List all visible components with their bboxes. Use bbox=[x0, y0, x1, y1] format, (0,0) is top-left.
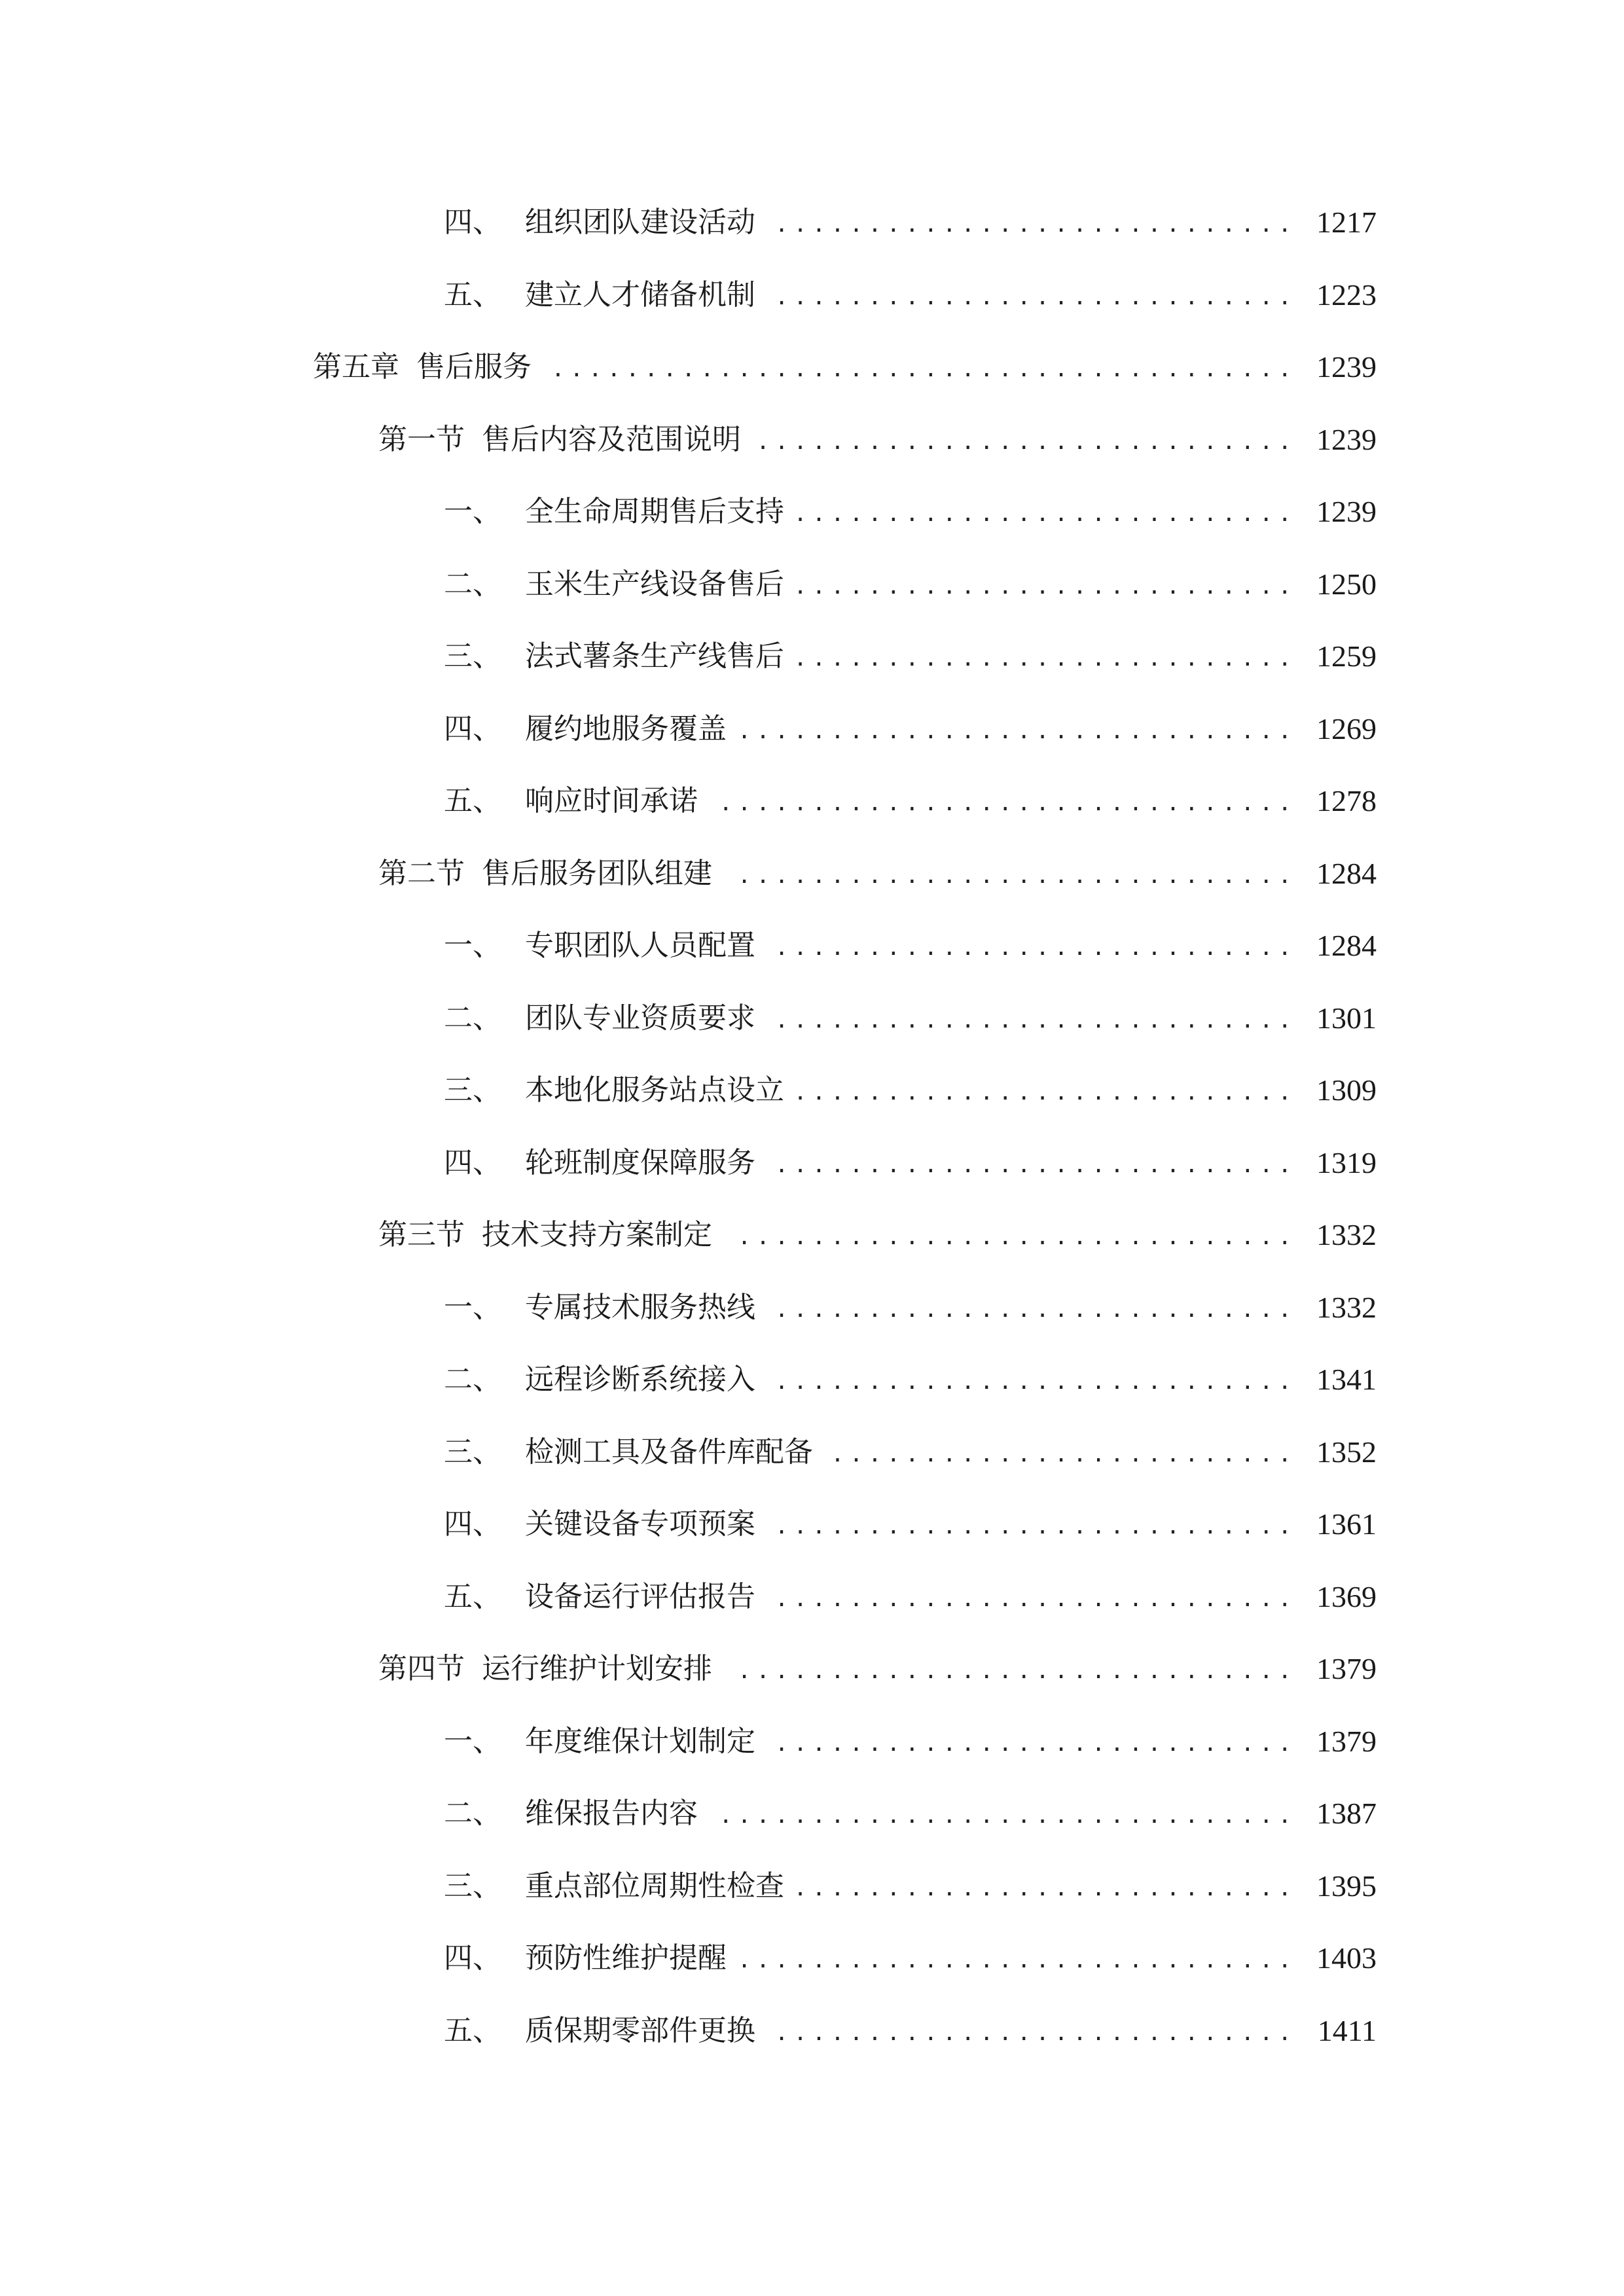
toc-entry[interactable] bbox=[0, 269, 1624, 321]
toc-entry-number: 五、 bbox=[444, 2013, 501, 2047]
toc-dot-leader: ............................ bbox=[774, 2019, 1297, 2046]
toc-entry-title-group bbox=[378, 1209, 712, 1261]
toc-entry-number: 二、 bbox=[444, 1797, 501, 1830]
toc-entry-page-number: 1332 bbox=[1316, 1218, 1377, 1251]
toc-entry[interactable] bbox=[0, 1498, 1624, 1551]
toc-entry[interactable] bbox=[0, 414, 1624, 466]
toc-entry-number: 三、 bbox=[444, 1435, 501, 1469]
toc-entry-title: 质保期零部件更换 bbox=[525, 2013, 755, 2047]
toc-entry[interactable] bbox=[0, 1426, 1624, 1479]
toc-dot-leader: ......................... bbox=[831, 1441, 1297, 1467]
toc-entry[interactable] bbox=[0, 558, 1624, 611]
toc-entry[interactable] bbox=[0, 1137, 1624, 1189]
toc-entry-page-number: 1411 bbox=[1317, 2013, 1377, 2047]
toc-entry-number: 二、 bbox=[444, 1001, 501, 1035]
toc-entry[interactable] bbox=[0, 1064, 1624, 1117]
toc-entry-number: 二、 bbox=[444, 567, 501, 601]
toc-entry[interactable] bbox=[0, 2005, 1624, 2057]
toc-entry-title-group bbox=[444, 2005, 755, 2057]
toc-entry-title-group bbox=[378, 414, 741, 466]
toc-dot-leader: ............................... bbox=[719, 1803, 1297, 1829]
toc-entry[interactable] bbox=[0, 1209, 1624, 1261]
toc-entry[interactable] bbox=[0, 1571, 1624, 1623]
toc-entry-title-group bbox=[444, 630, 784, 683]
toc-entry-title-group bbox=[378, 1643, 712, 1695]
toc-dot-leader: .............................. bbox=[737, 862, 1297, 889]
toc-dot-leader: ............................ bbox=[774, 1730, 1297, 1757]
toc-dot-leader: .............................. bbox=[737, 1947, 1297, 1973]
toc-entry[interactable] bbox=[0, 1643, 1624, 1695]
toc-entry-page-number: 1239 bbox=[1316, 495, 1377, 528]
toc-dot-leader: ............................ bbox=[774, 1151, 1297, 1178]
toc-entry-title-group bbox=[444, 196, 755, 249]
toc-entry-title: 售后内容及范围说明 bbox=[482, 422, 741, 456]
toc-entry-number: 五、 bbox=[444, 1579, 501, 1613]
toc-entry[interactable] bbox=[0, 703, 1624, 755]
toc-entry-title: 售后服务 bbox=[416, 350, 532, 384]
toc-entry-number: 第三节 bbox=[378, 1218, 465, 1251]
toc-entry-number: 一、 bbox=[444, 1290, 501, 1324]
toc-entry-number: 一、 bbox=[444, 1724, 501, 1758]
toc-entry-number: 四、 bbox=[444, 1941, 501, 1975]
toc-entry-page-number: 1284 bbox=[1316, 929, 1377, 962]
toc-entry-page-number: 1379 bbox=[1316, 1652, 1377, 1685]
toc-entry-title: 专职团队人员配置 bbox=[525, 929, 755, 962]
toc-entry-title-group bbox=[444, 1064, 784, 1117]
toc-dot-leader: .............................. bbox=[737, 1658, 1297, 1684]
toc-entry-page-number: 1361 bbox=[1316, 1507, 1377, 1541]
toc-entry[interactable] bbox=[0, 775, 1624, 827]
toc-entry-title-group bbox=[444, 1932, 727, 1984]
toc-dot-leader: ........................... bbox=[793, 1874, 1297, 1901]
toc-entry-title-group bbox=[444, 1354, 755, 1406]
toc-entry[interactable] bbox=[0, 1715, 1624, 1768]
toc-entry-title: 维保报告内容 bbox=[525, 1797, 698, 1830]
toc-entry-title-group bbox=[444, 486, 784, 538]
toc-dot-leader: .............................. bbox=[737, 1224, 1297, 1250]
toc-dot-leader: ............................ bbox=[774, 211, 1297, 238]
toc-dot-leader: ........................... bbox=[793, 645, 1297, 672]
toc-entry-title: 组织团队建设活动 bbox=[525, 206, 755, 239]
toc-dot-leader: ........................... bbox=[793, 501, 1297, 527]
toc-entry-number: 一、 bbox=[444, 929, 501, 962]
toc-entry-title: 售后服务团队组建 bbox=[482, 856, 712, 890]
toc-entry-number: 四、 bbox=[444, 1145, 501, 1179]
toc-entry-title-group bbox=[444, 1498, 755, 1551]
toc-entry[interactable] bbox=[0, 630, 1624, 683]
toc-entry-page-number: 1223 bbox=[1316, 278, 1377, 312]
toc-entry-title-group bbox=[444, 775, 698, 827]
toc-entry-page-number: 1332 bbox=[1316, 1290, 1377, 1324]
toc-entry-page-number: 1352 bbox=[1316, 1435, 1377, 1469]
toc-entry-title: 年度维保计划制定 bbox=[525, 1724, 755, 1758]
toc-entry-page-number: 1250 bbox=[1316, 567, 1377, 601]
toc-entry-number: 第二节 bbox=[378, 856, 465, 890]
toc-entry-title: 履约地服务覆盖 bbox=[525, 711, 727, 745]
toc-entry-number: 五、 bbox=[444, 278, 501, 312]
toc-entry-title-group bbox=[444, 1282, 755, 1334]
toc-dot-leader: ........................... bbox=[793, 573, 1297, 600]
toc-entry[interactable] bbox=[0, 992, 1624, 1045]
toc-entry-number: 四、 bbox=[444, 1507, 501, 1541]
toc-entry-title: 重点部位周期性检查 bbox=[525, 1869, 784, 1903]
toc-entry-title-group bbox=[444, 1426, 813, 1479]
toc-entry-page-number: 1239 bbox=[1316, 350, 1377, 384]
toc-entry[interactable] bbox=[0, 1860, 1624, 1912]
toc-entry-title: 团队专业资质要求 bbox=[525, 1001, 755, 1035]
toc-entry-number: 第五章 bbox=[313, 350, 399, 384]
toc-entry-title-group bbox=[444, 1137, 755, 1189]
toc-entry-title: 建立人才储备机制 bbox=[525, 278, 755, 312]
toc-entry[interactable] bbox=[0, 1932, 1624, 1984]
toc-entry-page-number: 1217 bbox=[1316, 206, 1377, 239]
toc-entry-title-group bbox=[378, 848, 712, 900]
toc-dot-leader: ........................... bbox=[793, 1079, 1297, 1105]
toc-entry-page-number: 1269 bbox=[1316, 711, 1377, 745]
toc-entry-title: 远程诊断系统接入 bbox=[525, 1363, 755, 1396]
toc-entry[interactable] bbox=[0, 486, 1624, 538]
toc-entry-title-group bbox=[444, 1860, 784, 1912]
toc-entry-number: 三、 bbox=[444, 1869, 501, 1903]
toc-dot-leader: ............................... bbox=[719, 790, 1297, 816]
toc-dot-leader: ............................ bbox=[774, 1585, 1297, 1612]
toc-entry-title: 法式薯条生产线售后 bbox=[525, 639, 784, 673]
toc-entry-title: 运行维护计划安排 bbox=[482, 1652, 712, 1685]
toc-entry-title-group bbox=[444, 1571, 755, 1623]
toc-entry-title: 关键设备专项预案 bbox=[525, 1507, 755, 1541]
toc-entry-title: 检测工具及备件库配备 bbox=[525, 1435, 813, 1469]
toc-entry-title-group bbox=[444, 269, 755, 321]
toc-entry[interactable] bbox=[0, 341, 1624, 393]
toc-entry-title-group bbox=[313, 341, 532, 393]
toc-entry-title: 设备运行评估报告 bbox=[525, 1579, 755, 1613]
toc-entry[interactable] bbox=[0, 1282, 1624, 1334]
toc-dot-leader: ........................................ bbox=[551, 356, 1297, 382]
toc-entry-page-number: 1239 bbox=[1316, 422, 1377, 456]
toc-entry-title: 玉米生产线设备售后 bbox=[525, 567, 784, 601]
toc-entry-number: 五、 bbox=[444, 784, 501, 817]
toc-entry[interactable] bbox=[0, 1787, 1624, 1840]
toc-dot-leader: ............................ bbox=[774, 1369, 1297, 1395]
toc-entry-page-number: 1341 bbox=[1316, 1363, 1377, 1396]
toc-entry[interactable] bbox=[0, 920, 1624, 972]
toc-entry-number: 四、 bbox=[444, 711, 501, 745]
toc-entry-title: 技术支持方案制定 bbox=[482, 1218, 712, 1251]
toc-entry-page-number: 1379 bbox=[1316, 1724, 1377, 1758]
toc-dot-leader: .............................. bbox=[737, 717, 1297, 744]
toc-entry-title: 专属技术服务热线 bbox=[525, 1290, 755, 1324]
toc-entry-number: 三、 bbox=[444, 639, 501, 673]
toc-entry-title: 本地化服务站点设立 bbox=[525, 1073, 784, 1107]
toc-entry-title: 预防性维护提醒 bbox=[525, 1941, 727, 1975]
toc-entry[interactable] bbox=[0, 196, 1624, 249]
toc-entry-title-group bbox=[444, 920, 755, 972]
toc-entry-page-number: 1284 bbox=[1316, 856, 1377, 890]
toc-entry-title-group bbox=[444, 1787, 698, 1840]
toc-entry-number: 四、 bbox=[444, 206, 501, 239]
toc-entry-number: 一、 bbox=[444, 495, 501, 528]
toc-entry-page-number: 1278 bbox=[1316, 784, 1377, 817]
toc-entry-title: 全生命周期售后支持 bbox=[525, 495, 784, 528]
toc-entry-title-group bbox=[444, 1715, 755, 1768]
toc-entry-page-number: 1259 bbox=[1316, 639, 1377, 673]
toc-entry-number: 第一节 bbox=[378, 422, 465, 456]
toc-entry-title: 轮班制度保障服务 bbox=[525, 1145, 755, 1179]
toc-entry-page-number: 1319 bbox=[1316, 1145, 1377, 1179]
toc-entry-page-number: 1309 bbox=[1316, 1073, 1377, 1107]
toc-entry[interactable] bbox=[0, 848, 1624, 900]
toc-entry-title-group bbox=[444, 992, 755, 1045]
toc-entry-page-number: 1395 bbox=[1316, 1869, 1377, 1903]
toc-dot-leader: ............................ bbox=[774, 935, 1297, 961]
toc-dot-leader: ............................. bbox=[756, 428, 1297, 455]
toc-dot-leader: ............................ bbox=[774, 1513, 1297, 1539]
toc-entry-title-group bbox=[444, 558, 784, 611]
toc-entry-number: 第四节 bbox=[378, 1652, 465, 1685]
toc-dot-leader: ............................ bbox=[774, 1296, 1297, 1323]
toc-entry-number: 二、 bbox=[444, 1363, 501, 1396]
toc-entry-number: 三、 bbox=[444, 1073, 501, 1107]
toc-entry[interactable] bbox=[0, 1354, 1624, 1406]
toc-entry-page-number: 1301 bbox=[1316, 1001, 1377, 1035]
toc-entry-title: 响应时间承诺 bbox=[525, 784, 698, 817]
toc-dot-leader: ............................ bbox=[774, 283, 1297, 310]
toc-dot-leader: ............................ bbox=[774, 1007, 1297, 1033]
toc-entry-page-number: 1369 bbox=[1316, 1579, 1377, 1613]
toc-entry-title-group bbox=[444, 703, 727, 755]
toc-entry-page-number: 1387 bbox=[1316, 1797, 1377, 1830]
toc-entry-page-number: 1403 bbox=[1316, 1941, 1377, 1975]
